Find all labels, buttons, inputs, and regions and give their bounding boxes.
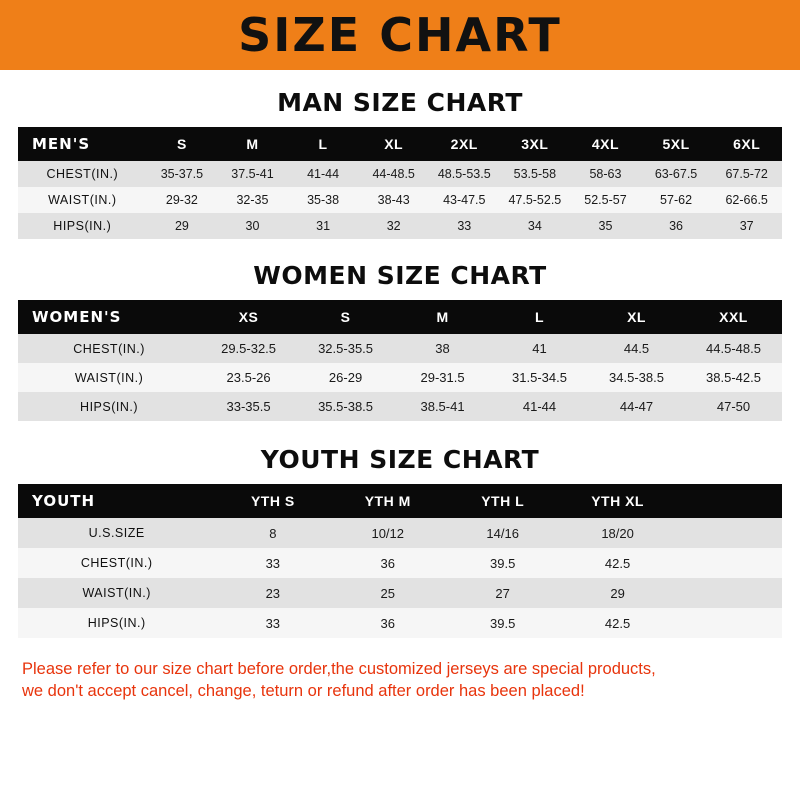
cell: 27 — [445, 578, 560, 608]
cell: 29.5-32.5 — [200, 334, 297, 363]
row-label-waist: WAIST(IN.) — [18, 187, 147, 213]
cell: 18/20 — [560, 518, 675, 548]
col-header-s: S — [147, 127, 218, 161]
col-header-2xl: 2XL — [429, 127, 500, 161]
cell: 29 — [560, 578, 675, 608]
youth-size-table — [18, 484, 782, 638]
table-header-row — [18, 300, 782, 334]
row-label-chest: CHEST(IN.) — [18, 334, 200, 363]
cell: 37 — [711, 213, 782, 239]
col-header-mens: MEN'S — [18, 127, 147, 161]
col-header-4xl: 4XL — [570, 127, 641, 161]
cell: 52.5-57 — [570, 187, 641, 213]
cell: 63-67.5 — [641, 161, 712, 187]
cell: 57-62 — [641, 187, 712, 213]
table-row — [18, 161, 782, 187]
cell: 31.5-34.5 — [491, 363, 588, 392]
table-row — [18, 213, 782, 239]
cell: 35 — [570, 213, 641, 239]
col-header-l: L — [491, 300, 588, 334]
cell: 38.5-42.5 — [685, 363, 782, 392]
table-header-row — [18, 484, 782, 518]
cell-spacer — [675, 518, 782, 548]
cell: 44-48.5 — [358, 161, 429, 187]
col-header-yth-xl: YTH XL — [560, 484, 675, 518]
row-label-hips: HIPS(IN.) — [18, 392, 200, 421]
cell: 30 — [217, 213, 288, 239]
cell: 41-44 — [288, 161, 359, 187]
col-header-yth-m: YTH M — [330, 484, 445, 518]
cell: 32 — [358, 213, 429, 239]
col-header-yth-l: YTH L — [445, 484, 560, 518]
table-header-row — [18, 127, 782, 161]
women-section-title: WOMEN SIZE CHART — [253, 261, 547, 290]
disclaimer-line-1: Please refer to our size chart before order,the customized jerseys are special products, — [22, 660, 656, 678]
col-header-womens: WOMEN'S — [18, 300, 200, 334]
cell: 42.5 — [560, 548, 675, 578]
cell: 36 — [330, 608, 445, 638]
cell: 35.5-38.5 — [297, 392, 394, 421]
cell: 33 — [429, 213, 500, 239]
table-row — [18, 392, 782, 421]
col-header-yth-s: YTH S — [215, 484, 330, 518]
col-header-3xl: 3XL — [500, 127, 571, 161]
table-row — [18, 548, 782, 578]
row-label-hips: HIPS(IN.) — [18, 213, 147, 239]
header-banner — [0, 0, 800, 70]
disclaimer-note — [18, 658, 782, 711]
col-header-xl: XL — [588, 300, 685, 334]
cell: 29 — [147, 213, 218, 239]
women-size-table — [18, 300, 782, 421]
col-header-xxl: XXL — [685, 300, 782, 334]
table-row — [18, 334, 782, 363]
col-header-l: L — [288, 127, 359, 161]
cell: 33-35.5 — [200, 392, 297, 421]
col-header-m: M — [394, 300, 491, 334]
table-row — [18, 187, 782, 213]
man-section-title: MAN SIZE CHART — [277, 88, 523, 117]
cell: 37.5-41 — [217, 161, 288, 187]
cell: 23 — [215, 578, 330, 608]
cell: 36 — [641, 213, 712, 239]
cell: 38-43 — [358, 187, 429, 213]
col-header-m: M — [217, 127, 288, 161]
cell-spacer — [675, 578, 782, 608]
cell: 34.5-38.5 — [588, 363, 685, 392]
cell: 39.5 — [445, 608, 560, 638]
row-label-us-size: U.S.SIZE — [18, 518, 215, 548]
cell: 67.5-72 — [711, 161, 782, 187]
cell: 62-66.5 — [711, 187, 782, 213]
cell: 48.5-53.5 — [429, 161, 500, 187]
cell: 44.5 — [588, 334, 685, 363]
cell: 43-47.5 — [429, 187, 500, 213]
col-header-5xl: 5XL — [641, 127, 712, 161]
cell: 8 — [215, 518, 330, 548]
row-label-hips: HIPS(IN.) — [18, 608, 215, 638]
cell: 33 — [215, 548, 330, 578]
cell: 47-50 — [685, 392, 782, 421]
cell: 31 — [288, 213, 359, 239]
man-size-table — [18, 127, 782, 239]
row-label-chest: CHEST(IN.) — [18, 161, 147, 187]
cell: 34 — [500, 213, 571, 239]
cell: 25 — [330, 578, 445, 608]
cell: 41 — [491, 334, 588, 363]
cell: 35-38 — [288, 187, 359, 213]
cell-spacer — [675, 608, 782, 638]
cell: 47.5-52.5 — [500, 187, 571, 213]
cell: 33 — [215, 608, 330, 638]
cell: 36 — [330, 548, 445, 578]
col-header-xl: XL — [358, 127, 429, 161]
table-row — [18, 518, 782, 548]
cell: 44.5-48.5 — [685, 334, 782, 363]
col-header-xs: XS — [200, 300, 297, 334]
cell: 53.5-58 — [500, 161, 571, 187]
cell: 23.5-26 — [200, 363, 297, 392]
row-label-waist: WAIST(IN.) — [18, 363, 200, 392]
cell: 26-29 — [297, 363, 394, 392]
table-row — [18, 578, 782, 608]
col-header-s: S — [297, 300, 394, 334]
col-header-youth: YOUTH — [18, 484, 215, 518]
cell: 29-32 — [147, 187, 218, 213]
col-header-6xl: 6XL — [711, 127, 782, 161]
row-label-chest: CHEST(IN.) — [18, 548, 215, 578]
cell: 39.5 — [445, 548, 560, 578]
cell-spacer — [675, 548, 782, 578]
cell: 35-37.5 — [147, 161, 218, 187]
cell: 42.5 — [560, 608, 675, 638]
page-title: SIZE CHART — [238, 8, 562, 62]
table-row — [18, 608, 782, 638]
cell: 29-31.5 — [394, 363, 491, 392]
cell: 14/16 — [445, 518, 560, 548]
youth-section-title: YOUTH SIZE CHART — [260, 445, 540, 474]
chart-content — [0, 70, 800, 800]
cell: 32-35 — [217, 187, 288, 213]
cell: 58-63 — [570, 161, 641, 187]
cell: 10/12 — [330, 518, 445, 548]
table-row — [18, 363, 782, 392]
cell: 38.5-41 — [394, 392, 491, 421]
cell: 32.5-35.5 — [297, 334, 394, 363]
cell: 44-47 — [588, 392, 685, 421]
cell: 38 — [394, 334, 491, 363]
col-header-spacer — [675, 484, 782, 518]
cell: 41-44 — [491, 392, 588, 421]
disclaimer-line-2: we don't accept cancel, change, teturn or refund after order has been placed! — [22, 682, 585, 701]
row-label-waist: WAIST(IN.) — [18, 578, 215, 608]
